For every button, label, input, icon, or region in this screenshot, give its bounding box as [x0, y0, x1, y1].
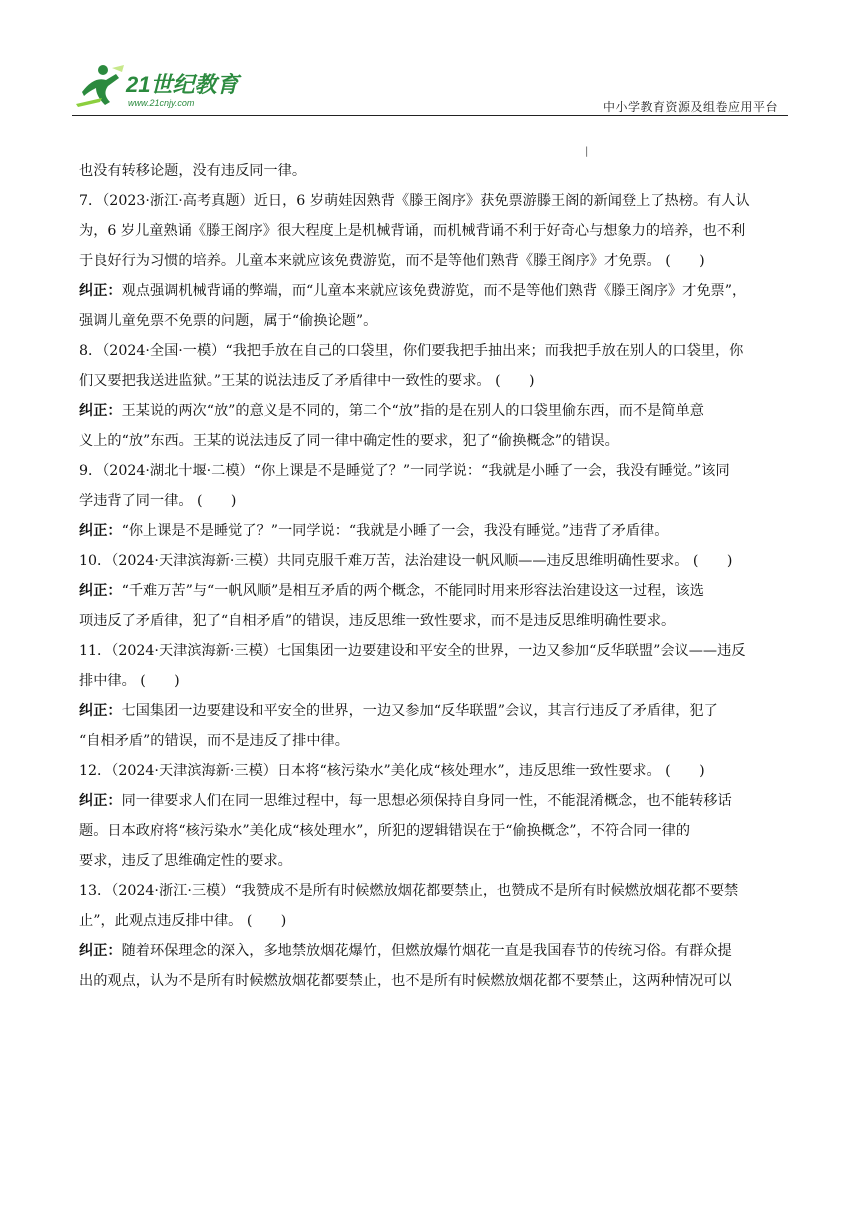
correction-label: 纠正：: [79, 403, 122, 419]
text-line: [79, 216, 785, 246]
line-text: 排中律。 ( ): [79, 673, 180, 689]
logo-url: www.21cnjy.com: [128, 98, 195, 108]
platform-name: 中小学教育资源及组卷应用平台: [602, 100, 778, 114]
line-text: 10．（2024·天津滨海新·三模）共同克服千难万苦，法治建设一帆风顺——违反思维明确性要求。 ( ): [79, 553, 733, 569]
correction-line: [79, 786, 785, 816]
line-text: 同一律要求人们在同一思维过程中，每一思想必须保持自身同一性，不能混淆概念，也不能转移话: [121, 793, 732, 809]
text-line: [79, 546, 785, 576]
line-text: 止”，此观点违反排中律。 ( ): [79, 913, 287, 929]
line-text: 7．（2023·浙江·高考真题）近日，6 岁萌娃因熟背《滕王阁序》获免票游滕王阁的新闻登上了热榜。有人认: [79, 193, 750, 209]
text-line: [79, 636, 785, 666]
line-text: 学违背了同一律。 ( ): [79, 493, 237, 509]
line-text: 强调儿童免票不免票的问题，属于“偷换论题”。: [79, 313, 378, 329]
runner-icon: [76, 65, 124, 107]
logo: [72, 62, 272, 112]
page-header: [72, 62, 788, 114]
correction-label: 纠正：: [79, 523, 122, 539]
line-text: 观点强调机械背诵的弊端，而“儿童本来就应该免费游览，而不是等他们熟背《滕王阁序》才免票”，: [121, 283, 747, 299]
correction-label: 纠正：: [79, 583, 122, 599]
line-text: 题。日本政府将“核污染水”美化成“核处理水”，所犯的逻辑错误在于“偷换概念”，不符合同一律的: [79, 823, 691, 839]
line-text: 13．（2024·浙江·三模）“我赞成不是所有时候燃放烟花都要禁止，也赞成不是所有时候燃放烟花都不要禁: [79, 883, 739, 899]
text-line: [79, 756, 785, 786]
text-line: [79, 156, 785, 186]
correction-line: [79, 276, 785, 306]
text-line: [79, 726, 785, 756]
line-text: 于良好行为习惯的培养。儿童本来就应该免费游览，而不是等他们熟背《滕王阁序》才免票。 ( ): [79, 253, 705, 269]
text-line: [79, 426, 785, 456]
text-line: [79, 966, 785, 996]
correction-line: [79, 576, 785, 606]
line-text: 11．（2024·天津滨海新·三模）七国集团一边要建设和平安全的世界，一边又参加“反华联盟”会议——违反: [79, 643, 746, 659]
text-line: [79, 246, 785, 276]
text-line: [79, 306, 785, 336]
line-text: 项违反了矛盾律，犯了“自相矛盾”的错误，违反思维一致性要求，而不是违反思维明确性要求。: [79, 613, 676, 629]
correction-line: [79, 396, 785, 426]
text-line: [79, 666, 785, 696]
correction-label: 纠正：: [79, 283, 122, 299]
line-text: 随着环保理念的深入，多地禁放烟花爆竹，但燃放爆竹烟花一直是我国春节的传统习俗。有群众提: [121, 943, 732, 959]
line-text: 8．（2024·全国·一模）“我把手放在自己的口袋里，你们要我把手抽出来；而我把手放在别人的口袋里，你: [79, 343, 744, 359]
correction-line: [79, 696, 785, 726]
text-line: [79, 606, 785, 636]
correction-line: [79, 936, 785, 966]
line-text: 9．（2024·湖北十堰·二模）“你上课是不是睡觉了？”一同学说：“我就是小睡了一会，我没有睡觉。”该同: [79, 463, 730, 479]
text-line: [79, 336, 785, 366]
correction-label: 纠正：: [79, 703, 122, 719]
text-line: [79, 366, 785, 396]
line-text: 义上的“放”东西。王某的说法违反了同一律中确定性的要求，犯了“偷换概念”的错误。: [79, 433, 619, 449]
line-text: 们又要把我送进监狱。”王某的说法违反了矛盾律中一致性的要求。 ( ): [79, 373, 535, 389]
header-divider: [72, 115, 788, 116]
text-line: [79, 906, 785, 936]
line-text: 王某说的两次“放”的意义是不同的，第二个“放”指的是在别人的口袋里偷东西，而不是简单意: [121, 403, 704, 419]
text-line: [79, 846, 785, 876]
correction-label: 纠正：: [79, 943, 122, 959]
text-line: [79, 456, 785, 486]
line-text: “你上课是不是睡觉了？”一同学说：“我就是小睡了一会，我没有睡觉。”违背了矛盾律。: [121, 523, 669, 539]
page-mark: |: [585, 146, 589, 157]
correction-line: [79, 516, 785, 546]
logo-text: 21世纪教育: [126, 72, 239, 97]
document-body: [79, 156, 785, 996]
text-line: [79, 876, 785, 906]
text-line: [79, 486, 785, 516]
line-text: “自相矛盾”的错误，而不是违反了排中律。: [79, 733, 349, 749]
line-text: 要求，违反了思维确定性的要求。: [79, 853, 292, 869]
text-line: [79, 816, 785, 846]
correction-label: 纠正：: [79, 793, 122, 809]
line-text: “千难万苦”与“一帆风顺”是相互矛盾的两个概念，不能同时用来形容法治建设这一过程，该选: [121, 583, 704, 599]
line-text: 出的观点，认为不是所有时候燃放烟花都要禁止，也不是所有时候燃放烟花都不要禁止，这两种情况可以: [79, 973, 732, 989]
line-text: 也没有转移论题，没有违反同一律。: [79, 163, 307, 179]
line-text: 为，6 岁儿童熟诵《滕王阁序》很大程度上是机械背诵，而机械背诵不利于好奇心与想象力的培养，也不利: [79, 223, 746, 239]
line-text: 12．（2024·天津滨海新·三模）日本将“核污染水”美化成“核处理水”，违反思维一致性要求。 ( ): [79, 763, 705, 779]
line-text: 七国集团一边要建设和平安全的世界，一边又参加“反华联盟”会议，其言行违反了矛盾律，犯了: [121, 703, 718, 719]
text-line: [79, 186, 785, 216]
